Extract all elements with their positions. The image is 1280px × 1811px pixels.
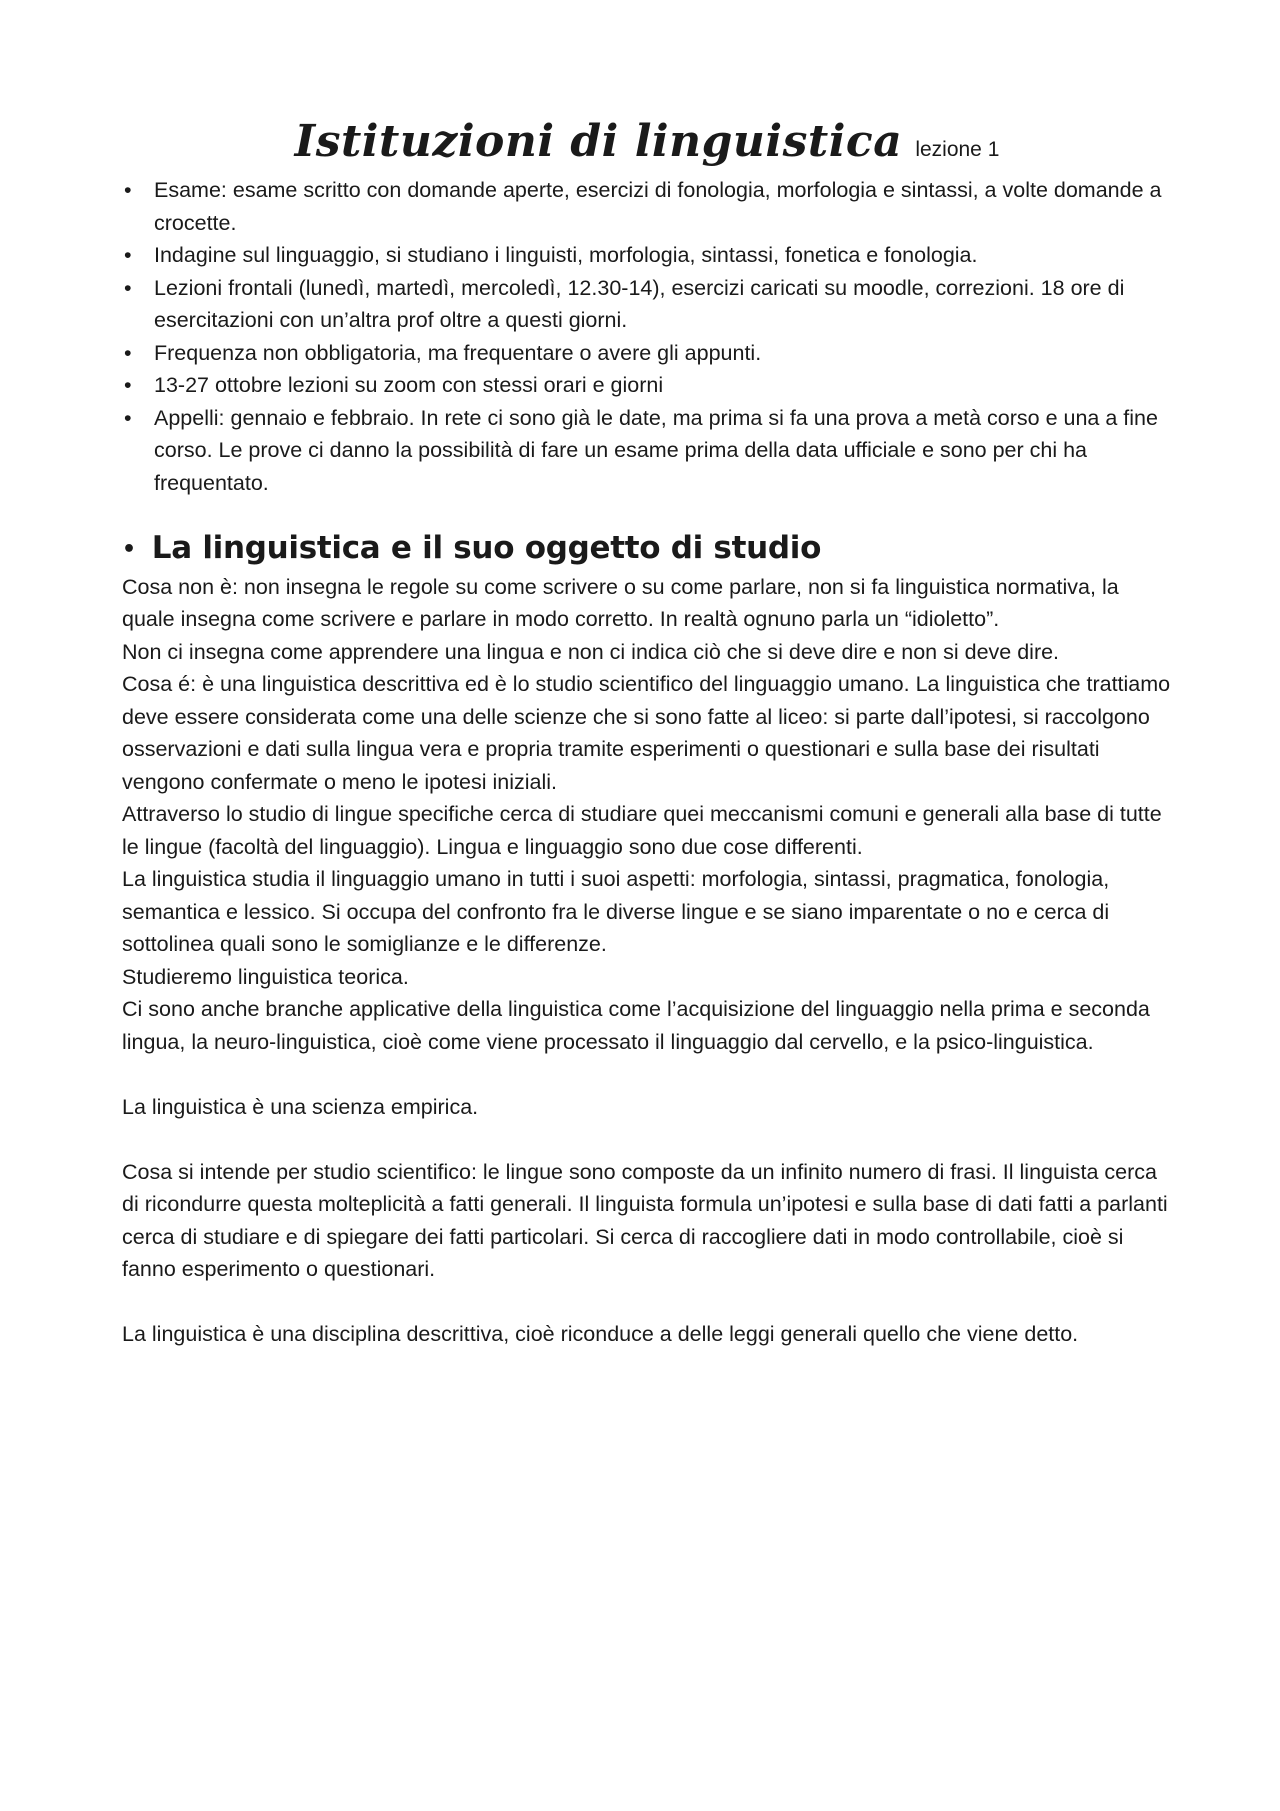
paragraph-spacer: [122, 1123, 1172, 1156]
list-item-text: Esame: esame scritto con domande aperte, esercizi di fonologia, morfologia e sintassi, a volte domande a crocette.: [154, 178, 1162, 235]
paragraph: Ci sono anche branche applicative della linguistica come l’acquisizione del linguaggio nella prima e seconda lingua, la neuro-linguistica, cioè come viene processato il linguaggio dal cervello, e la psico-linguistica.: [122, 997, 1150, 1054]
section-heading-text: La linguistica e il suo oggetto di studio: [151, 530, 822, 567]
list-item: [122, 174, 1172, 239]
bullet-icon: •: [122, 536, 136, 562]
paragraph: La linguistica studia il linguaggio umano in tutti i suoi aspetti: morfologia, sintassi, pragmatica, fonologia, semantica e lessico. Si occupa del confronto fra le diverse lingue e se siano imparentate o no e cerca di sottolinea quali sono le somiglianze e le differenze.: [122, 867, 1110, 957]
paragraph: La linguistica è una disciplina descrittiva, cioè riconduce a delle leggi generali quello che viene detto.: [122, 1322, 1079, 1347]
title-row: [122, 118, 1172, 166]
paragraph-spacer: [122, 1286, 1172, 1319]
document-page: [122, 118, 1172, 1351]
lesson-label: lezione 1: [915, 138, 1000, 161]
list-item: [122, 337, 1172, 370]
list-item: [122, 272, 1172, 337]
paragraph-spacer: [122, 1058, 1172, 1091]
bullet-icon: •: [124, 405, 132, 430]
paragraph: Cosa non è: non insegna le regole su come scrivere o su come parlare, non si fa linguistica normativa, la quale insegna come scrivere e parlare in modo corretto. In realtà ognuno parla un “idioletto”.: [122, 574, 1119, 632]
list-item-text: 13-27 ottobre lezioni su zoom con stessi orari e giorni: [154, 373, 664, 398]
section-heading: [122, 527, 1172, 571]
list-item-text: Lezioni frontali (lunedì, martedì, mercoledì, 12.30-14), esercizi caricati su moodle, correzioni. 18 ore di esercitazioni con un’altra prof oltre a questi giorni.: [154, 275, 1125, 333]
list-item: [122, 402, 1172, 500]
paragraph: Non ci insegna come apprendere una lingua e non ci indica ciò che si deve dire e non si deve dire.: [122, 639, 1060, 664]
bullet-icon: •: [124, 373, 132, 398]
bullet-icon: •: [124, 178, 132, 203]
list-item-text: Indagine sul linguaggio, si studiano i linguisti, morfologia, sintassi, fonetica e fonologia.: [154, 243, 978, 268]
list-item: [122, 369, 1172, 402]
paragraph: Cosa é: è una linguistica descrittiva ed è lo studio scientifico del linguaggio umano. La linguistica che trattiamo deve essere considerata come una delle scienze che si sono fatte al liceo: si parte dall’ipotesi, si raccolgono osservazioni e dati sulla lingua vera e propria tramite esperimenti o questionari e sulla base dei risultati vengono confermate o meno le ipotesi iniziali.: [122, 672, 1171, 794]
paragraph: La linguistica è una scienza empirica.: [122, 1094, 479, 1119]
list-item-text: Appelli: gennaio e febbraio. In rete ci sono già le date, ma prima si fa una prova a metà corso e una a fine corso. Le prove ci danno la possibilità di fare un esame prima della data ufficiale e sono per chi ha frequentato.: [154, 405, 1158, 495]
paragraph: Cosa si intende per studio scientifico: le lingue sono composte da un infinito numero di frasi. Il linguista cerca di ricondurre questa molteplicità a fatti generali. Il linguista formula un’ipotesi e sulla base di dati fatti a parlanti cerca di studiare e di spiegare dei fatti particolari. Si cerca di raccogliere dati in modo controllabile, cioè si fanno esperimento o questionari.: [122, 1159, 1168, 1282]
course-info-list: [122, 174, 1172, 499]
bullet-icon: •: [124, 243, 132, 268]
list-item: [122, 239, 1172, 272]
page-title: Istituzioni di linguistica: [294, 116, 903, 167]
paragraph: Attraverso lo studio di lingue specifiche cerca di studiare quei meccanismi comuni e generali alla base di tutte le lingue (facoltà del linguaggio). Lingua e linguaggio sono due cose differenti.: [122, 802, 1162, 859]
list-item-text: Frequenza non obbligatoria, ma frequentare o avere gli appunti.: [154, 340, 762, 365]
bullet-icon: •: [124, 275, 132, 300]
paragraph: Studieremo linguistica teorica.: [122, 964, 409, 989]
bullet-icon: •: [124, 340, 132, 365]
